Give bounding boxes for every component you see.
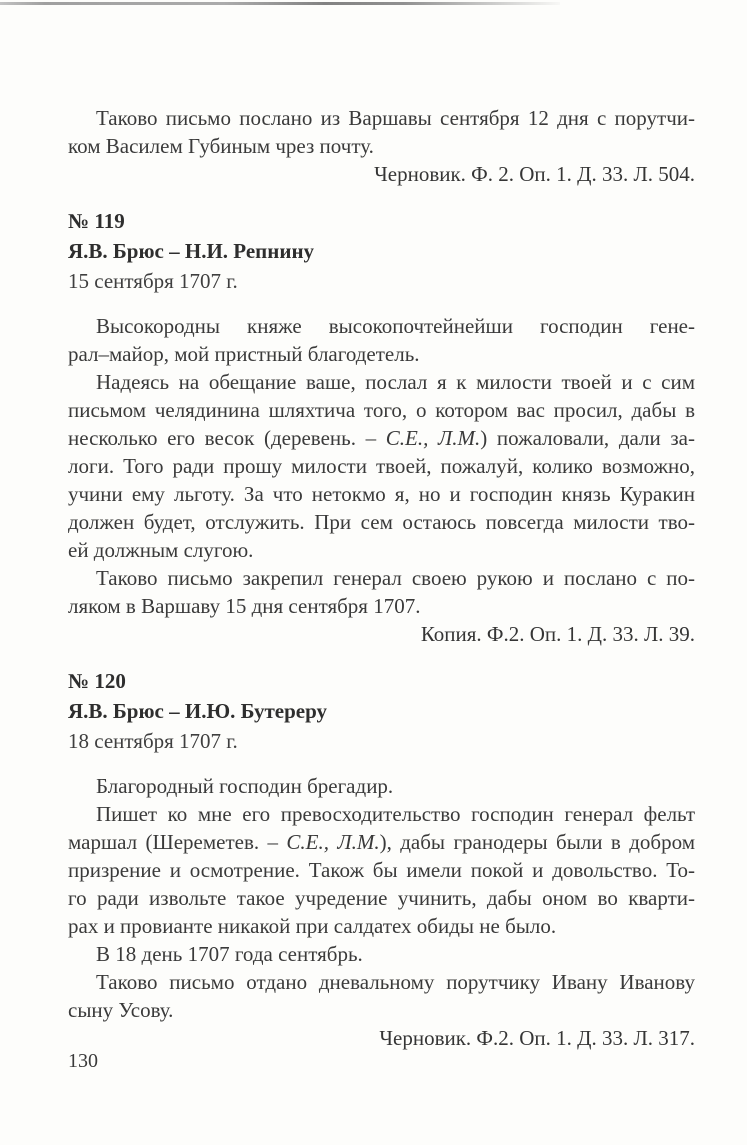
text-segment: сыну Усову.: [68, 998, 174, 1022]
text-column: [68, 104, 695, 1052]
text-segment: рах и провианте никакой при салдатех обиды не было.: [68, 914, 557, 938]
text-line: [68, 912, 695, 940]
text-segment: призрение и осмотрение. Також бы имели покой и довольство. То-: [68, 858, 695, 882]
paragraph: [68, 772, 695, 800]
text-line: [68, 312, 695, 340]
letter-title: Я.В. Брюс – И.Ю. Бутереру: [68, 699, 327, 723]
text-line: [68, 536, 695, 564]
letter-header: [68, 206, 695, 296]
text-segment: В 18 день 1707 года сентябрь.: [96, 942, 363, 966]
text-line: [68, 968, 695, 996]
text-segment: Высокородны княже высокопочтейнейши господин гене-: [96, 314, 695, 338]
paragraph: [68, 312, 695, 368]
text-segment: ей должным слугою.: [68, 538, 254, 562]
paragraph: [68, 104, 695, 160]
text-line: [68, 132, 695, 160]
text-segment: Надеясь на обещание ваше, послал я к милости твоей и с сим: [96, 370, 695, 394]
text-segment: Таково письмо закрепил генерал своею рукою и послано с по-: [96, 566, 695, 590]
text-segment: Таково письмо отдано дневальному порутчику Ивану Иванову: [96, 970, 695, 994]
paragraph: [68, 368, 695, 564]
text-segment: го ради извольте такое учредение учинить, дабы оном во кварти-: [68, 886, 695, 910]
paragraph: [68, 800, 695, 940]
text-line: [68, 772, 695, 800]
editor-initials-italic: С.Е., Л.М.: [286, 830, 380, 854]
text-segment: рал–майор, мой пристный благодетель.: [68, 342, 420, 366]
text-line: [68, 104, 695, 132]
letter-date: 18 сентября 1707 г.: [68, 729, 238, 753]
page-number: 130: [68, 1050, 98, 1072]
archive-reference: Черновик. Ф. 2. Оп. 1. Д. 33. Л. 504.: [374, 162, 695, 186]
text-segment: логи. Того ради прошу милости твоей, пожалуй, колико возможно,: [68, 454, 695, 478]
text-segment: ляком в Варшаву 15 дня сентября 1707.: [68, 594, 421, 618]
text-segment: несколько его весок (деревень. –: [68, 426, 386, 450]
text-segment: учини ему льготу. За что нетокмо я, но и господин князь Куракин: [68, 482, 695, 506]
text-line: [68, 340, 695, 368]
text-line: [68, 480, 695, 508]
text-segment: Таково письмо послано из Варшавы сентября 12 дня с порутчи-: [96, 106, 695, 130]
page-top-rule: [0, 2, 560, 5]
text-segment: Пишет ко мне его превосходительство господин генерал фельт: [96, 802, 695, 826]
text-segment: ), дабы гранодеры были в добром: [379, 830, 695, 854]
letter-date: 15 сентября 1707 г.: [68, 269, 238, 293]
text-segment: маршал (Шереметев. –: [68, 830, 287, 854]
text-line: [68, 508, 695, 536]
editor-initials-italic: С.Е., Л.М.: [385, 426, 481, 450]
archive-reference: Копия. Ф.2. Оп. 1. Д. 33. Л. 39.: [420, 622, 695, 646]
letter-header: [68, 666, 695, 756]
text-line: [68, 828, 695, 856]
text-line: [68, 856, 695, 884]
text-line: [68, 800, 695, 828]
text-line: [68, 368, 695, 396]
paragraph: [68, 940, 695, 968]
paragraph: [68, 564, 695, 620]
text-line: [68, 940, 695, 968]
text-segment: ком Василем Губиным чрез почту.: [68, 134, 374, 158]
text-line: [68, 396, 695, 424]
text-line: [68, 884, 695, 912]
text-line: [68, 452, 695, 480]
letter-number: № 120: [68, 669, 126, 693]
text-line: [68, 564, 695, 592]
letter-title: Я.В. Брюс – Н.И. Репнину: [68, 239, 315, 263]
text-line: [68, 996, 695, 1024]
text-segment: должен будет, отслужить. При сем остаюсь повсегда милости тво-: [68, 510, 695, 534]
paragraph: [68, 968, 695, 1024]
letter-number: № 119: [68, 209, 125, 233]
text-segment: письмом челядинина шляхтича того, о котором вас просил, дабы в: [68, 398, 695, 422]
archive-reference: Черновик. Ф.2. Оп. 1. Д. 33. Л. 317.: [379, 1026, 695, 1050]
text-segment: Благородный господин брегадир.: [96, 774, 394, 798]
text-segment: ) пожаловали, дали за-: [480, 426, 695, 450]
text-line: [68, 592, 695, 620]
text-line: [68, 424, 695, 452]
